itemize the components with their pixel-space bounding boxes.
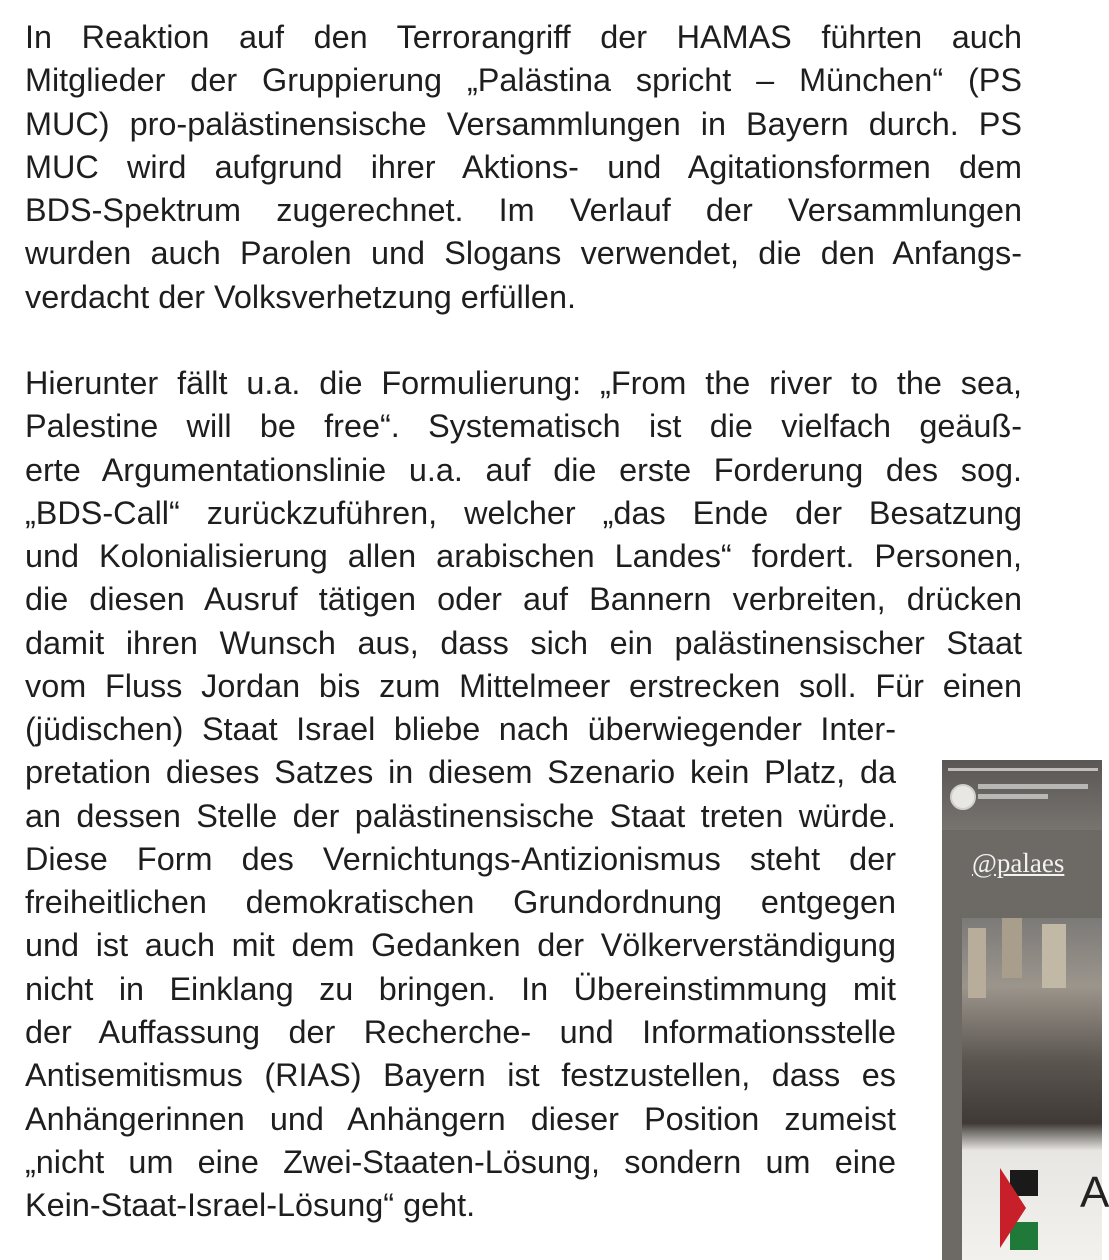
story-subtitle-blur: [978, 794, 1048, 799]
text-line: erte Argumentationslinie u.a. auf die erste Forderung des sog.: [25, 451, 1022, 488]
paragraph-3: [25, 708, 896, 1228]
text-line: Antisemitismus (RIAS) Bayern ist festzustellen, dass es: [25, 1057, 896, 1094]
text-line: „BDS-Call“ zurückzuführen, welcher „das Ende der Besatzung: [25, 494, 1022, 531]
text-line: pretation dieses Satzes in diesem Szenario kein Platz, da: [25, 754, 896, 791]
text-line: und ist auch mit dem Gedanken der Völkerverständigung: [25, 927, 896, 964]
text-line: die diesen Ausruf tätigen oder auf Bannern verbreiten, drücken: [25, 581, 1022, 618]
story-mention: @palaes: [972, 848, 1065, 878]
text-line: „nicht um eine Zwei-Staaten-Lösung, sondern um eine: [25, 1143, 896, 1180]
text-line: Mitglieder der Gruppierung „Palästina spricht – München“ (PS: [25, 62, 1022, 99]
text-line: (jüdischen) Staat Israel bliebe nach überwiegender Inter-: [25, 711, 896, 747]
text-line: MUC wird aufgrund ihrer Aktions- und Agitationsformen dem: [25, 148, 1022, 185]
text-line: BDS-Spektrum zugerechnet. Im Verlauf der Versammlungen: [25, 192, 1022, 229]
avatar: [950, 784, 976, 810]
text-line: damit ihren Wunsch aus, dass sich ein palästinensischer Staat: [25, 624, 1022, 661]
story-photo: [962, 918, 1109, 1260]
text-line: und Kolonialisierung allen arabischen Landes“ fordert. Personen,: [25, 538, 1022, 575]
text-line: Anhängerinnen und Anhängern dieser Position zumeist: [25, 1100, 896, 1137]
banner-letter: A: [1080, 1168, 1109, 1217]
text-line: vom Fluss Jordan bis zum Mittelmeer erstrecken soll. Für einen: [25, 668, 1022, 705]
text-line: Palestine will be free“. Systematisch ist die vielfach geäuß-: [25, 408, 1022, 445]
text-line: verdacht der Volksverhetzung erfüllen.: [25, 278, 576, 315]
text-line: Diese Form des Vernichtungs-Antizionismus steht der: [25, 840, 896, 877]
paragraph-1: [25, 16, 1022, 319]
story-progress-bar: [948, 768, 1098, 771]
text-line: Kein-Staat-Israel-Lösung“ geht.: [25, 1187, 476, 1224]
building-shape: [1042, 924, 1066, 988]
palestine-flag-icon: [1000, 1168, 1038, 1258]
text-line: der Auffassung der Recherche- und Informationsstelle: [25, 1014, 896, 1051]
story-header: [942, 760, 1102, 830]
text-line: wurden auch Parolen und Slogans verwendet, die den Anfangs-: [25, 235, 1022, 272]
building-shape: [1002, 918, 1022, 978]
building-shape: [968, 928, 986, 998]
text-line: In Reaktion auf den Terrorangriff der HAMAS führten auch: [25, 19, 1022, 55]
story-username-blur: [978, 784, 1088, 789]
text-line: nicht in Einklang zu bringen. In Übereinstimmung mit: [25, 970, 896, 1007]
text-line: an dessen Stelle der palästinensische Staat treten würde.: [25, 797, 896, 834]
text-line: Hierunter fällt u.a. die Formulierung: „From the river to the sea,: [25, 365, 1022, 401]
text-line: MUC) pro-palästinensische Versammlungen in Bayern durch. PS: [25, 105, 1022, 142]
paragraph-2: [25, 362, 1022, 708]
instagram-story-image: [942, 760, 1109, 1260]
text-line: freiheitlichen demokratischen Grundordnung entgegen: [25, 884, 896, 921]
